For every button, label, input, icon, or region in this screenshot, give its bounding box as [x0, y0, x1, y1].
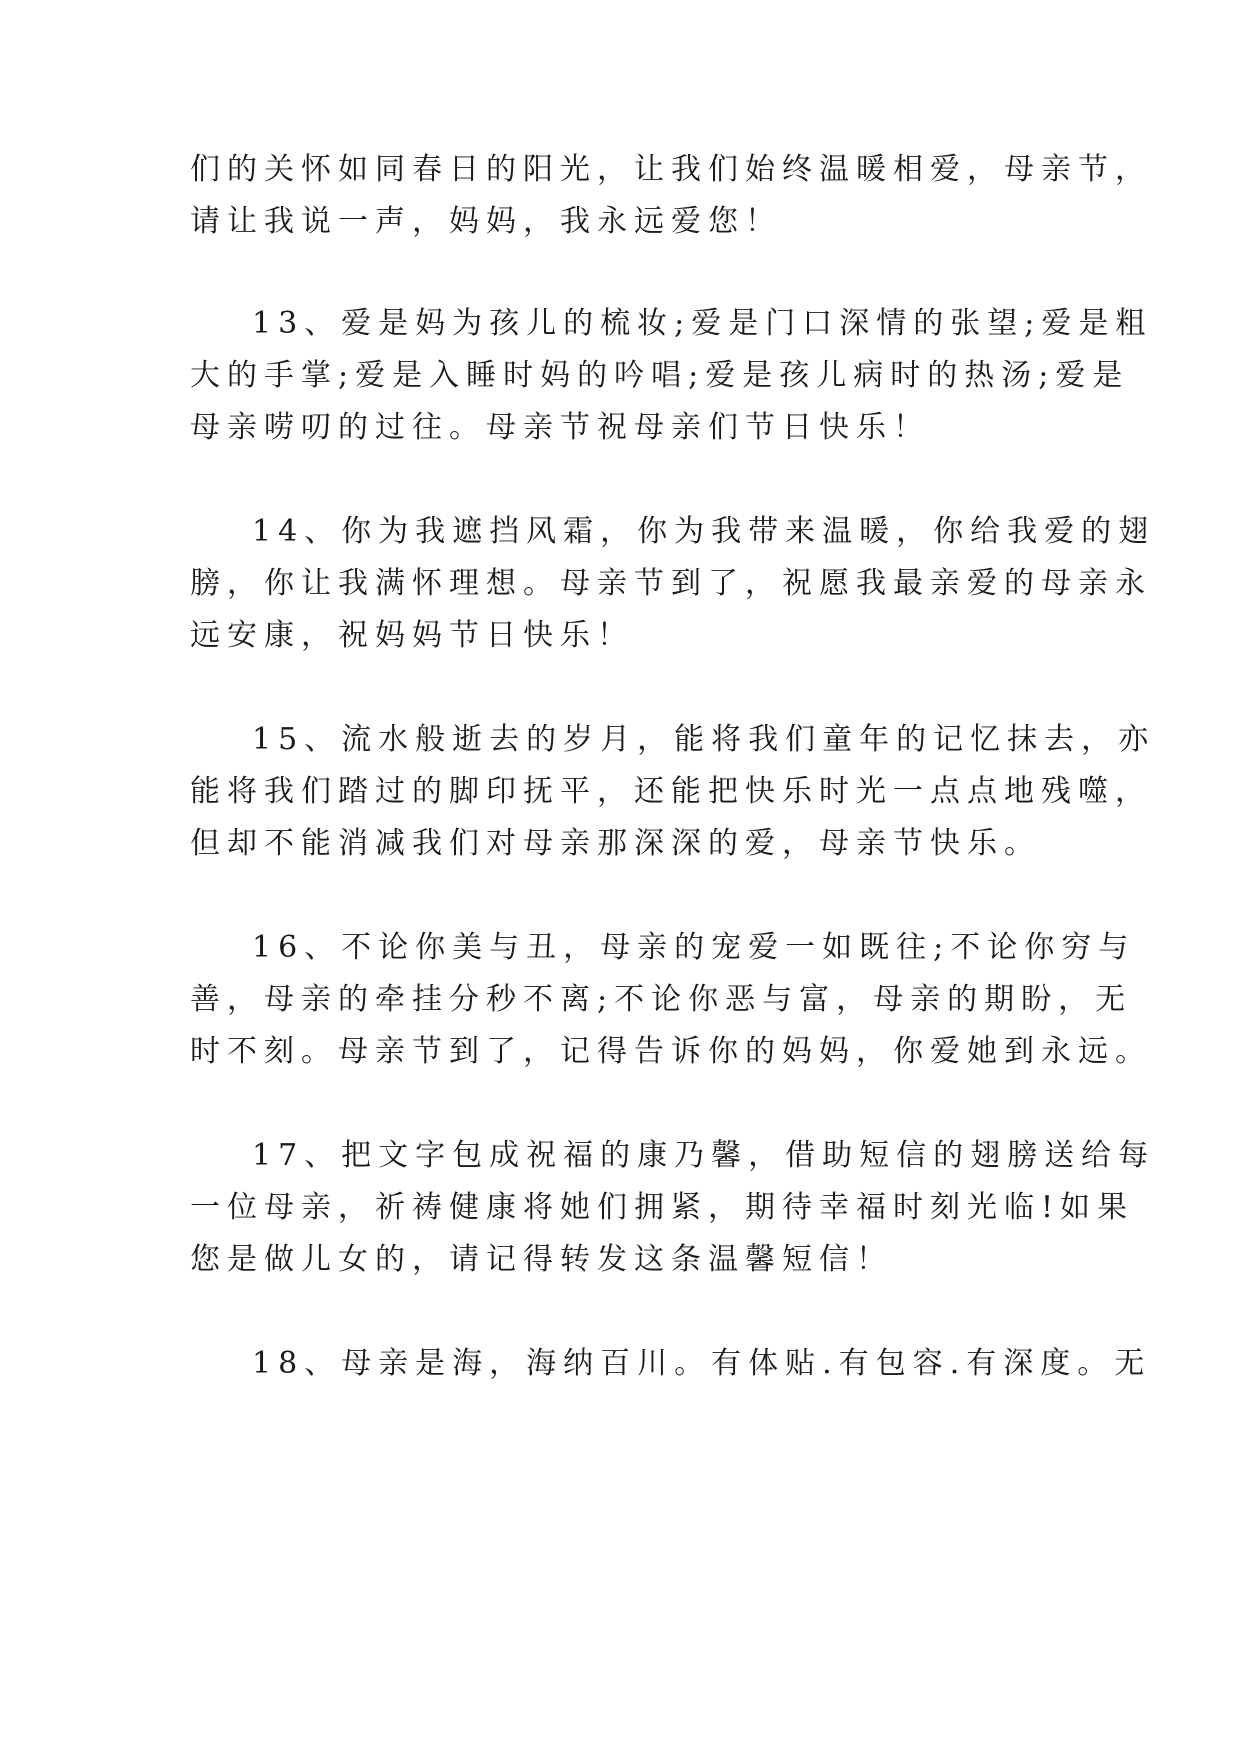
paragraph-14-line-1: 14、你为我遮挡风霜，你为我带来温暖，你给我爱的翅: [252, 514, 1156, 549]
paragraph-12-line-1: 们的关怀如同春日的阳光，让我们始终温暖相爱，母亲节，: [190, 152, 1152, 187]
paragraph-15-line-2: 能将我们踏过的脚印抚平，还能把快乐时光一点点地残噬，: [190, 774, 1152, 809]
paragraph-13-line-1: 13、爱是妈为孩儿的梳妆;爱是门口深情的张望;爱是粗: [252, 306, 1153, 341]
paragraph-13-line-2: 大的手掌;爱是入睡时妈的吟唱;爱是孩儿病时的热汤;爱是: [190, 358, 1130, 393]
paragraph-16-line-1: 16、不论你美与丑，母亲的宠爱一如既往;不论你穷与: [252, 930, 1136, 965]
paragraph-12-line-2: 请让我说一声，妈妈，我永远爱您！: [190, 204, 782, 239]
paragraph-14-line-2: 膀，你让我满怀理想。母亲节到了，祝愿我最亲爱的母亲永: [190, 566, 1152, 601]
paragraph-15-line-3: 但却不能消减我们对母亲那深深的爱，母亲节快乐。: [190, 826, 1041, 861]
paragraph-15-line-1: 15、流水般逝去的岁月，能将我们童年的记忆抹去，亦: [252, 722, 1156, 757]
paragraph-13-line-3: 母亲唠叨的过往。母亲节祝母亲们节日快乐！: [190, 410, 930, 445]
paragraph-16-line-3: 时不刻。母亲节到了，记得告诉你的妈妈，你爱她到永远。: [190, 1034, 1152, 1069]
paragraph-14-line-3: 远安康，祝妈妈节日快乐！: [190, 618, 634, 653]
paragraph-17-line-3: 您是做儿女的，请记得转发这条温馨短信！: [190, 1242, 893, 1277]
paragraph-16-line-2: 善，母亲的牵挂分秒不离;不论你恶与富，母亲的期盼，无: [190, 982, 1133, 1017]
paragraph-17-line-2: 一位母亲，祈祷健康将她们拥紧，期待幸福时刻光临!如果: [190, 1190, 1135, 1225]
paragraph-17-line-1: 17、把文字包成祝福的康乃馨，借助短信的翅膀送给每: [252, 1138, 1156, 1173]
paragraph-18-line-1: 18、母亲是海，海纳百川。有体贴.有包容.有深度。无: [252, 1346, 1152, 1381]
